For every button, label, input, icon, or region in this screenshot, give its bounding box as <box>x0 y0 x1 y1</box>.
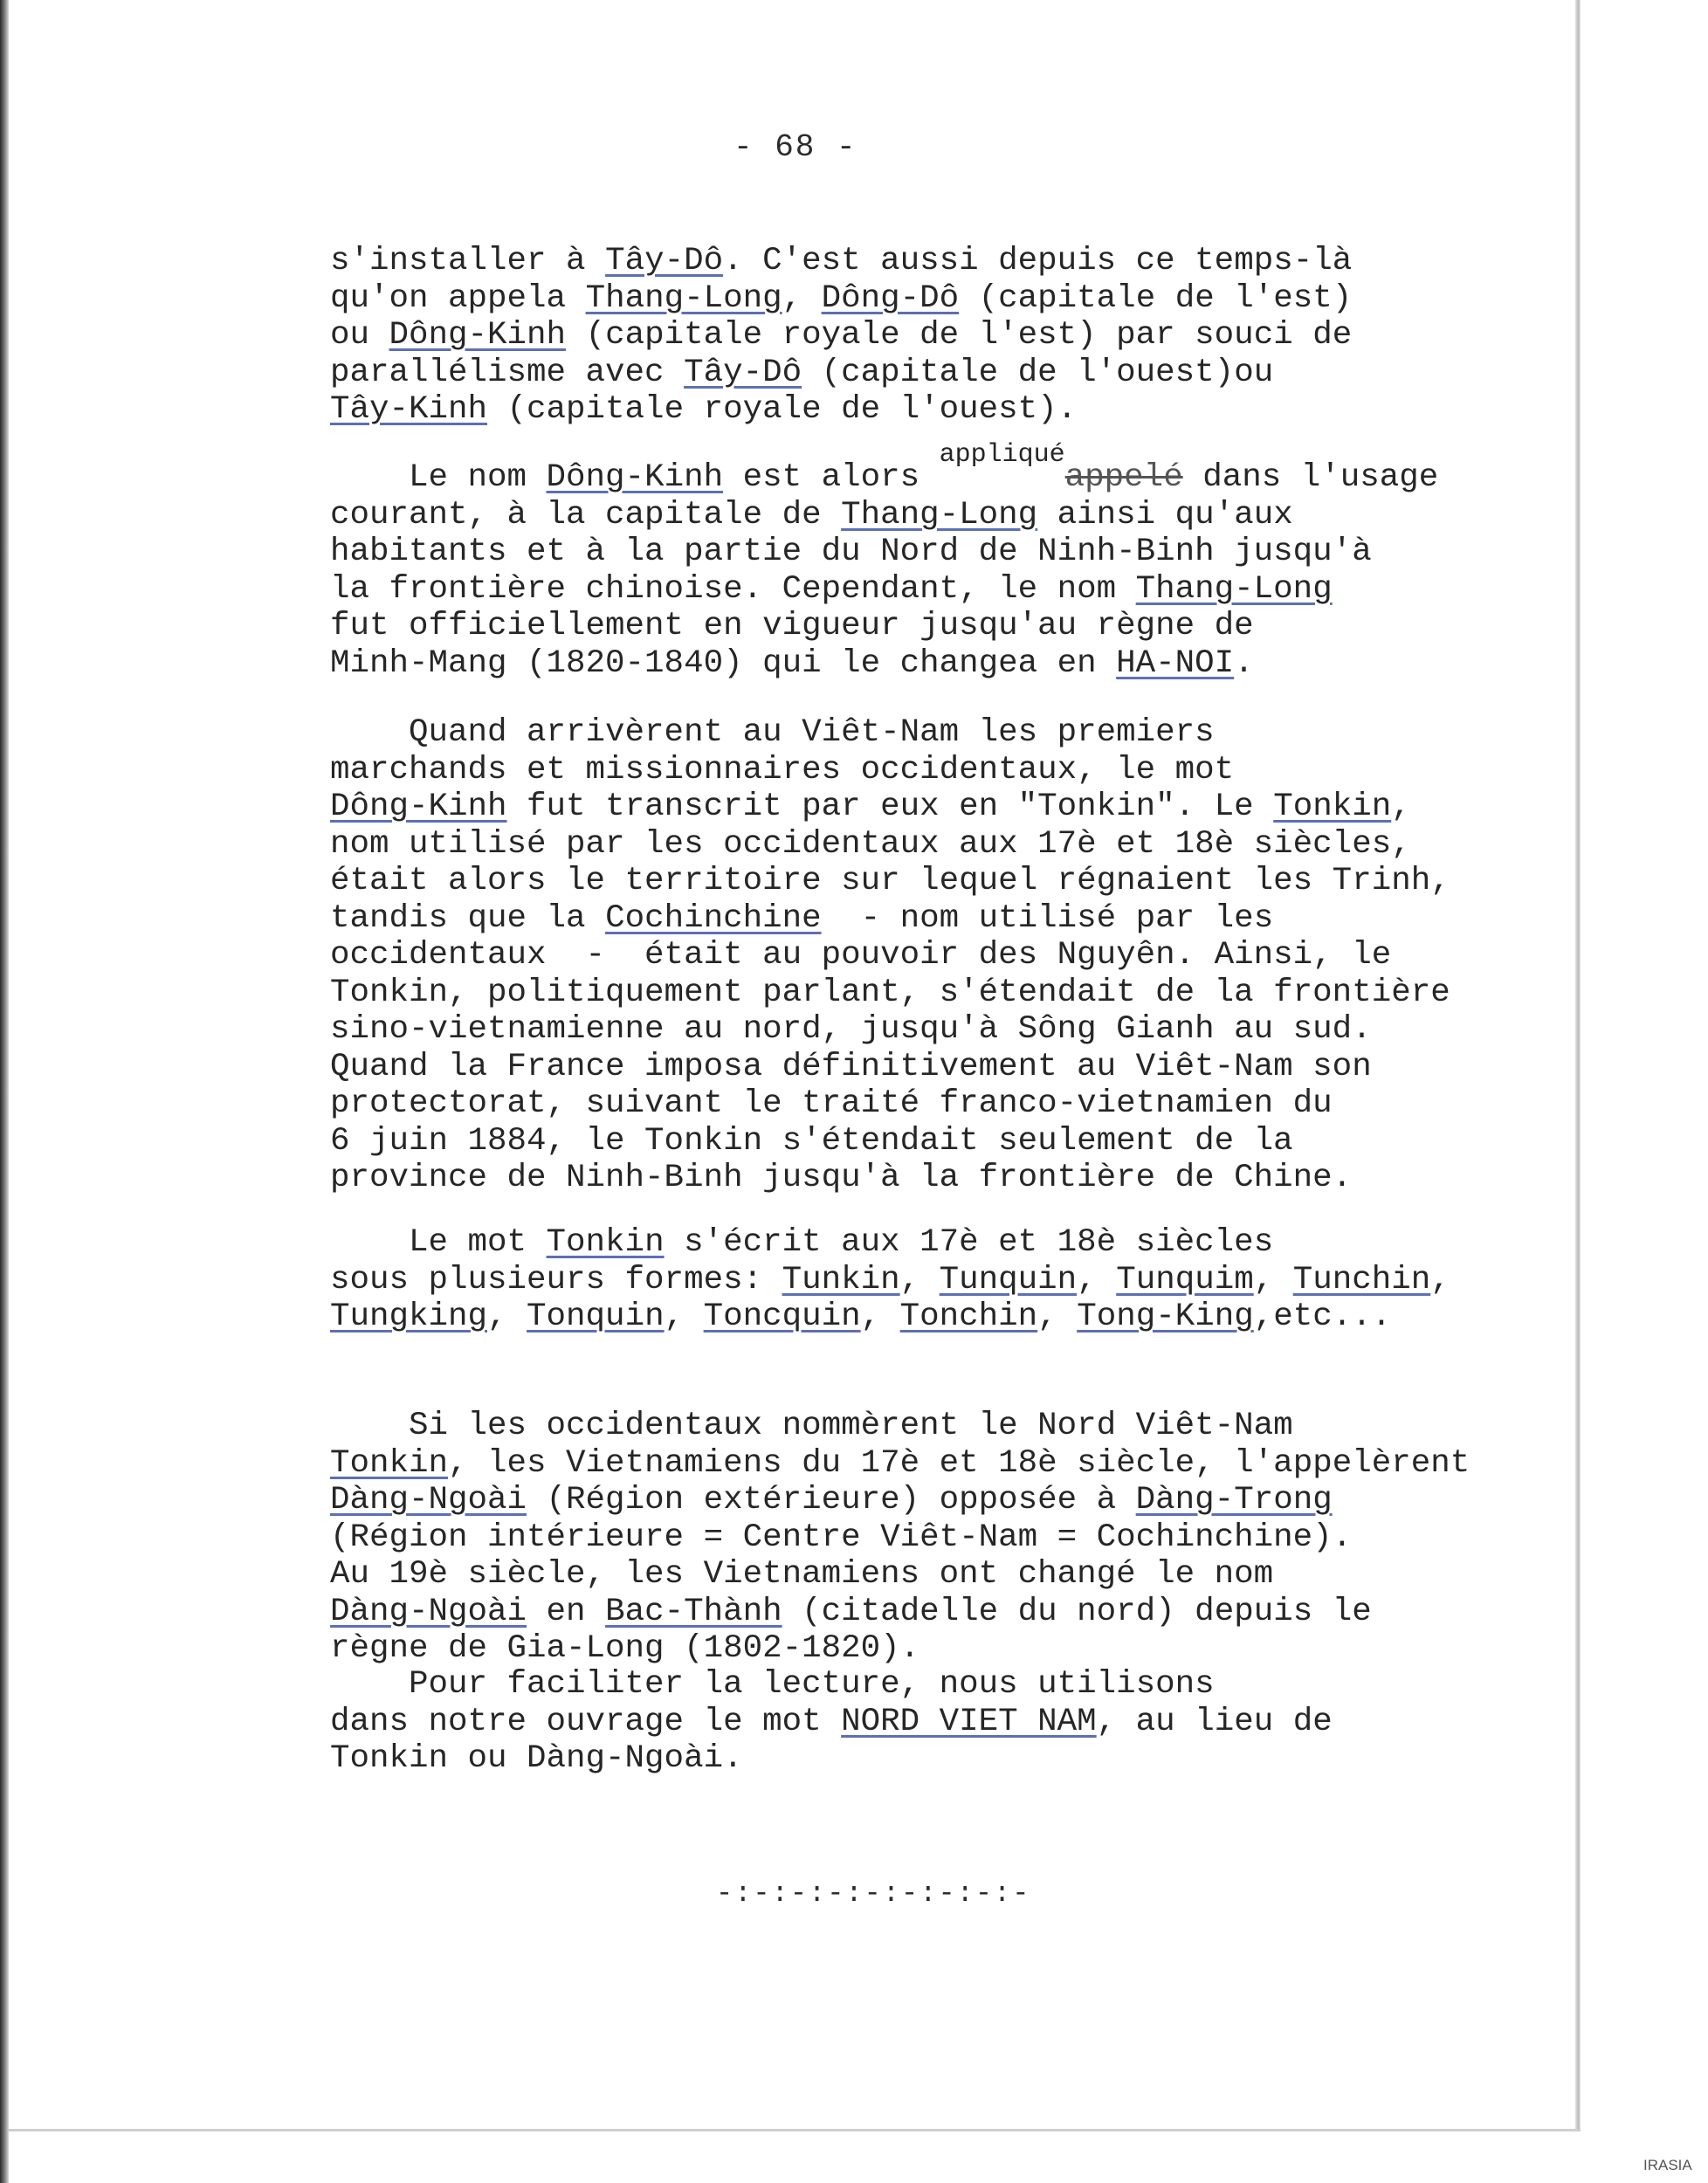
underlined-term: Tonquin <box>527 1298 665 1335</box>
text-line <box>330 1011 1450 1049</box>
text-line <box>330 645 1438 683</box>
text-line <box>330 497 1438 534</box>
paragraph-1 <box>330 243 1352 429</box>
underlined-term: Dông-Kinh <box>546 459 724 496</box>
scan-left-edge <box>0 0 9 2183</box>
text-segment: marchands et missionnaires occidentaux, le mot <box>330 751 1235 788</box>
text-segment: qu'on appela <box>330 279 586 317</box>
text-line <box>330 1049 1450 1086</box>
text-segment: Au 19è siècle, les Vietnamiens ont changé le nom <box>330 1556 1274 1593</box>
text-line <box>330 1704 1333 1741</box>
page-number: - 68 - <box>733 129 857 165</box>
text-segment: , <box>899 1261 940 1298</box>
text-segment: 6 juin 1884, le Tonkin s'étendait seulement de la <box>330 1122 1293 1160</box>
text-segment: , <box>1391 788 1411 825</box>
text-line <box>330 280 1352 318</box>
text-segment: province de Ninh-Binh jusqu'à la frontière de Chine. <box>330 1160 1353 1196</box>
text-line <box>330 317 1352 355</box>
underlined-term: Dông-Kinh <box>330 788 507 825</box>
text-segment: Tonkin, politiquement parlant, s'étendait de la frontière <box>330 974 1450 1011</box>
text-line <box>330 391 1352 429</box>
text-line <box>330 788 1450 826</box>
text-line <box>330 1740 1333 1778</box>
text-line <box>330 1519 1470 1557</box>
text-line <box>330 1482 1470 1519</box>
text-line <box>330 863 1450 900</box>
text-segment: ,etc... <box>1253 1298 1392 1335</box>
text-line <box>330 1666 1333 1704</box>
text-segment: Quand arrivèrent au Viêt-Nam les premiers <box>330 714 1215 751</box>
underlined-term: HA-NOI <box>1116 644 1235 682</box>
text-segment: protectorat, suivant le traité franco-vietnamien du <box>330 1085 1333 1122</box>
underlined-term: Dàng-Trong <box>1135 1482 1333 1518</box>
text-segment: , <box>487 1298 527 1335</box>
underlined-term: Thang-Long <box>1135 570 1333 608</box>
text-segment: habitants et à la partie du Nord de Ninh-Binh jusqu'à <box>330 534 1372 570</box>
text-segment: , <box>1077 1261 1117 1298</box>
underlined-term: Dàng-Ngoài <box>330 1593 527 1630</box>
paragraph-5 <box>330 1408 1470 1668</box>
text-segment: Le mot <box>330 1224 547 1261</box>
watermark-irasia: IRASIA <box>1643 2157 1692 2173</box>
text-line <box>330 571 1438 609</box>
text-line <box>330 440 1439 497</box>
text-segment: règne de Gia-Long (1802-1820). <box>330 1630 920 1667</box>
underlined-term: Tong-King <box>1077 1298 1254 1335</box>
paragraph-3 <box>330 714 1450 1197</box>
text-segment: Si les occidentaux nommèrent le Nord Viêt-Nam <box>330 1408 1293 1444</box>
text-line <box>330 1298 1450 1336</box>
underlined-term: Tây-Dô <box>684 354 802 391</box>
underlined-term: Tunquim <box>1116 1261 1254 1298</box>
text-segment: , <box>1253 1261 1293 1298</box>
text-segment: est alors <box>723 459 940 496</box>
text-segment: parallélisme avec <box>330 354 685 391</box>
text-line <box>330 974 1450 1012</box>
text-segment: (Région intérieure = Centre Viêt-Nam = Cochinchine). <box>330 1518 1353 1556</box>
text-segment: ainsi qu'aux <box>1037 496 1293 534</box>
text-line <box>330 1445 1470 1483</box>
text-segment: courant, à la capitale de <box>330 496 842 534</box>
text-segment: (Région extérieure) opposée à <box>527 1482 1136 1518</box>
text-segment: (capitale de l'est) <box>959 279 1353 317</box>
underlined-term: Toncquin <box>703 1298 861 1335</box>
page-bottom-edge <box>9 2129 1581 2131</box>
underlined-term: Cochinchine <box>605 899 822 937</box>
text-segment: Le nom <box>330 459 547 496</box>
text-segment: tandis que la <box>330 899 606 937</box>
text-line <box>330 1224 1450 1262</box>
text-line <box>330 608 1438 645</box>
text-segment: s'écrit aux 17è et 18è siècles <box>664 1224 1274 1261</box>
text-segment: sous plusieurs formes: <box>330 1261 782 1298</box>
text-segment: nom utilisé par les occidentaux aux 17è et 18è siècles, <box>330 825 1411 863</box>
underlined-term: Dông-Dô <box>821 279 960 317</box>
text-line <box>330 1630 1470 1668</box>
text-line <box>330 1262 1450 1299</box>
end-of-section-mark: -:-:-:-:-:-:-:-:- <box>716 1877 1031 1910</box>
underlined-term: Tungking <box>330 1298 488 1335</box>
underlined-term: Tunkin <box>782 1261 900 1298</box>
text-line <box>330 355 1352 392</box>
text-line <box>330 1123 1450 1160</box>
text-segment: . C'est aussi depuis ce temps-là <box>723 243 1353 279</box>
struck-out-word: appelé <box>1064 459 1183 496</box>
paragraph-6 <box>330 1666 1333 1778</box>
text-segment: , <box>860 1298 900 1335</box>
text-line <box>330 826 1450 864</box>
text-segment: Quand la France imposa définitivement au Viêt-Nam son <box>330 1048 1372 1085</box>
text-line <box>330 714 1450 752</box>
text-segment: , <box>664 1298 704 1335</box>
text-segment: Tonkin ou Dàng-Ngoài. <box>330 1740 743 1777</box>
underlined-term: Tunchin <box>1292 1261 1431 1298</box>
text-segment: la frontière chinoise. Cependant, le nom <box>330 570 1136 608</box>
underlined-term: Tonkin <box>546 1224 665 1261</box>
text-segment: (capitale royale de l'est) par souci de <box>566 317 1353 354</box>
underlined-term: Tunquin <box>939 1261 1078 1298</box>
text-segment: Pour faciliter la lecture, nous utilisons <box>330 1666 1215 1703</box>
text-segment: ou <box>330 317 389 354</box>
underlined-term: Tonkin <box>1273 788 1392 825</box>
text-line <box>330 1594 1470 1631</box>
text-segment: sino-vietnamienne au nord, jusqu'à Sông Gianh au sud. <box>330 1011 1372 1048</box>
text-segment: - nom utilisé par les <box>821 899 1274 937</box>
paragraph-2 <box>330 440 1439 682</box>
text-segment: Minh-Mang (1820-1840) qui le changea en <box>330 644 1117 682</box>
text-line <box>330 1085 1450 1123</box>
text-segment: , au lieu de <box>1096 1703 1333 1740</box>
underlined-term: Dàng-Ngoài <box>330 1482 527 1518</box>
text-segment: était alors le territoire sur lequel régnaient les Trinh, <box>330 863 1450 899</box>
handwritten-correction: appliqué <box>939 440 1065 470</box>
underlined-term: Tây-Kinh <box>330 391 488 428</box>
underlined-term: Tây-Dô <box>605 243 724 279</box>
text-line <box>330 243 1352 280</box>
underlined-term: Thang-Long <box>585 279 782 317</box>
text-segment: dans notre ouvrage le mot <box>330 1703 842 1740</box>
text-segment: s'installer à <box>330 243 606 279</box>
text-segment: (capitale de l'ouest)ou <box>802 354 1274 391</box>
text-segment: fut transcrit par eux en "Tonkin". Le <box>506 788 1274 825</box>
text-line <box>330 1556 1470 1594</box>
text-line <box>330 900 1450 938</box>
text-line <box>330 1408 1470 1445</box>
text-segment: , <box>782 279 822 317</box>
text-segment: occidentaux - était au pouvoir des Nguyên. Ainsi, le <box>330 937 1392 974</box>
paragraph-4 <box>330 1224 1450 1336</box>
text-segment: , <box>1037 1298 1078 1335</box>
underlined-term: Thang-Long <box>841 496 1038 534</box>
text-line <box>330 937 1450 974</box>
text-segment: (capitale royale de l'ouest). <box>487 391 1078 428</box>
underlined-term: NORD VIET NAM <box>841 1703 1097 1740</box>
text-segment: , <box>1430 1261 1450 1298</box>
text-segment: . <box>1234 644 1254 682</box>
text-segment: en <box>527 1593 606 1630</box>
underlined-term: Tonkin <box>330 1444 449 1482</box>
text-segment: (citadelle du nord) depuis le <box>782 1593 1372 1630</box>
text-segment: dans l'usage <box>1182 459 1439 496</box>
text-line <box>330 752 1450 789</box>
text-line <box>330 534 1438 571</box>
underlined-term: Bac-Thành <box>605 1593 782 1630</box>
text-segment: , les Vietnamiens du 17è et 18è siècle, l'appelèrent <box>448 1444 1470 1482</box>
scan-right-edge <box>1575 0 1581 2131</box>
text-segment: fut officiellement en vigueur jusqu'au règne de <box>330 608 1254 644</box>
text-line <box>330 1160 1450 1197</box>
underlined-term: Tonchin <box>899 1298 1038 1335</box>
underlined-term: Dông-Kinh <box>389 317 567 354</box>
